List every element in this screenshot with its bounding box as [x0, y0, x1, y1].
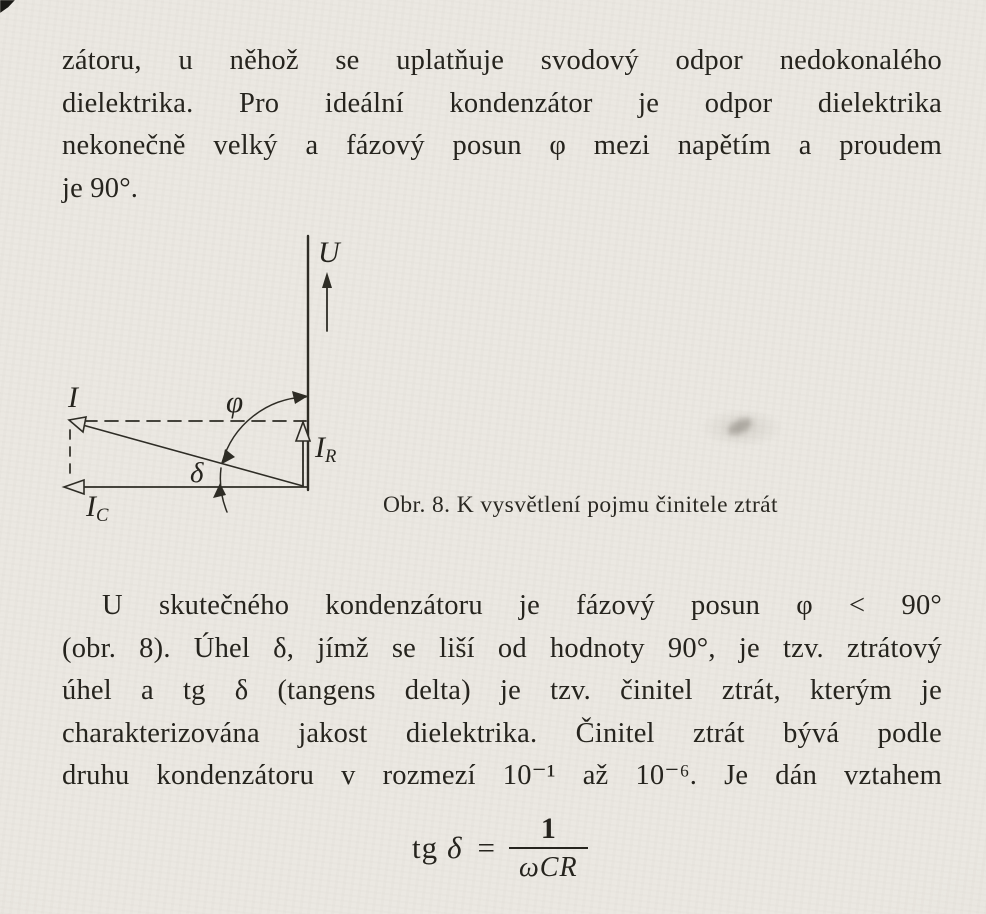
text-line: je 90°. — [62, 172, 139, 204]
label-ir-subscript: R — [325, 446, 337, 468]
label-phi-angle: φ — [226, 384, 244, 419]
text-line: úhel a tg δ (tangens delta) je tzv. činitel ztrát, kterým je — [62, 675, 942, 706]
label-voltage-u: U — [318, 236, 340, 269]
formula-variable: δ — [447, 830, 462, 865]
formula-function: tg — [412, 830, 439, 865]
label-ic-base: I — [86, 490, 96, 523]
label-ic-subscript: C — [96, 505, 109, 527]
text-line: (obr. 8). Úhel δ, jímž se liší od hodnoty 90°, je tzv. ztrátový — [62, 632, 942, 664]
label-ir-base: I — [315, 431, 325, 464]
formula-denominator: ωCR — [509, 847, 588, 884]
text-line: charakterizována jakost dielektrika. Činitel ztrát bývá podle — [62, 717, 942, 749]
loss-tangent-formula — [412, 806, 588, 890]
delta-arrowhead — [213, 483, 226, 498]
phi-arrowhead-phasor — [222, 449, 235, 464]
text-line: nekonečně velký a fázový posun φ mezi napětím a proudem — [62, 130, 942, 161]
text-line: U skutečného kondenzátoru je fázový posun φ < 90° — [102, 590, 942, 621]
figure-caption: Obr. 8. K vysvětlení pojmu činitele ztrát — [383, 492, 778, 518]
text-line: dielektrika. Pro ideální kondenzátor je odpor dielektrika — [62, 87, 942, 119]
text-line: zátoru, u něhož se uplatňuje svodový odpor nedokonalého — [62, 45, 942, 76]
paragraph-bottom — [62, 585, 942, 798]
label-delta-angle: δ — [190, 457, 204, 489]
text-line: druhu kondenzátoru v rozmezí 10⁻¹ až 10⁻⁶. Je dán vztahem — [62, 760, 942, 791]
formula-fraction — [509, 812, 588, 884]
label-current-i: I — [68, 381, 78, 414]
i-arrowhead — [69, 417, 86, 432]
label-current-ir — [315, 433, 336, 467]
formula-equals: = — [477, 830, 496, 865]
u-arrowhead — [322, 272, 332, 288]
formula-numerator: 1 — [540, 811, 556, 845]
ic-arrowhead — [64, 480, 84, 494]
label-current-ic — [86, 492, 108, 526]
